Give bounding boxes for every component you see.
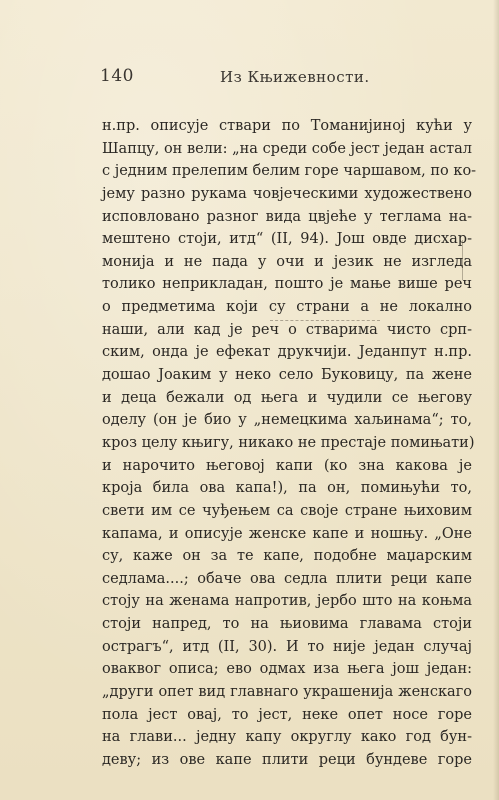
text-line: о предметима који су страни а не локално — [102, 299, 472, 316]
text-line: на глави... једну капу округлу како год бун- — [102, 729, 472, 746]
text-line: „други опет вид главнаго украшенија женскаго — [102, 684, 472, 701]
text-line: седлама....; обаче ова седла плити реци капе — [102, 570, 472, 587]
text-line: исповловано разног вида цвјеће у теглама на- — [102, 208, 472, 225]
text-line: толико неприкладан, пошто је мање више реч — [102, 276, 472, 293]
text-line: деву; из ове капе плити реци бундеве горе — [102, 751, 472, 768]
text-line: с једним прелепим белим горе чаршавом, по ко- — [102, 163, 477, 180]
underline-mark — [270, 318, 380, 321]
page-header — [100, 66, 420, 90]
text-line: ским, онда је ефекат друкчији. Једанпут н.пр. — [102, 344, 472, 361]
body-text — [102, 115, 477, 772]
text-line: и деца бежали од њега и чудили се његову — [102, 389, 472, 406]
page-number: 140 — [100, 66, 134, 86]
text-line: јему разно рукама човјеческими художествено — [102, 185, 472, 202]
text-line: пола јест овај, то јест, неке опет носе горе — [102, 706, 472, 723]
text-line: кроз целу књигу, никако не престаје помињати) — [102, 434, 475, 451]
text-line: н.пр. описује ствари по Томанијиној кући у — [102, 118, 472, 134]
text-line: наши, али кад је реч о стварима чисто срп- — [102, 321, 472, 338]
text-line: кроја била ова капа!), па он, помињући то, — [102, 480, 472, 497]
running-head: Из Књижевности. — [220, 68, 370, 86]
text-line: су, каже он за те капе, подобне маџарским — [102, 548, 472, 565]
text-line: и нарочито његовој капи (ко зна какова је — [102, 457, 472, 474]
text-line: Шапцу, он вели: „на среди собе јест један астал — [102, 140, 472, 157]
text-line: оделу (он је био у „немецкима хаљинама“; то, — [102, 412, 472, 429]
text-line: мештено стоји, итд“ (II, 94). Још овде дисхар- — [102, 231, 472, 248]
margin-pencil-mark — [462, 240, 473, 280]
text-line: дошао Јоаким у неко село Буковицу, па жене — [102, 367, 472, 384]
text-line: оваквог описа; ево одмах иза њега још један: — [102, 661, 472, 678]
text-line: стоји напред, то на њиовима главама стоји — [102, 616, 472, 633]
text-line: острагъ“, итд (II, 30). И то није један случај — [102, 638, 472, 655]
text-line: стоју на женама напротив, јербо што на коњма — [102, 593, 472, 610]
text-line: капама, и описује женске капе и ношњу. „Оне — [102, 525, 472, 542]
text-line: свети им се чуђењем са своје стране њиховим — [102, 502, 472, 519]
text-line: монија и не пада у очи и језик не изгледа — [102, 253, 472, 270]
page-edge-shadow — [493, 0, 499, 800]
